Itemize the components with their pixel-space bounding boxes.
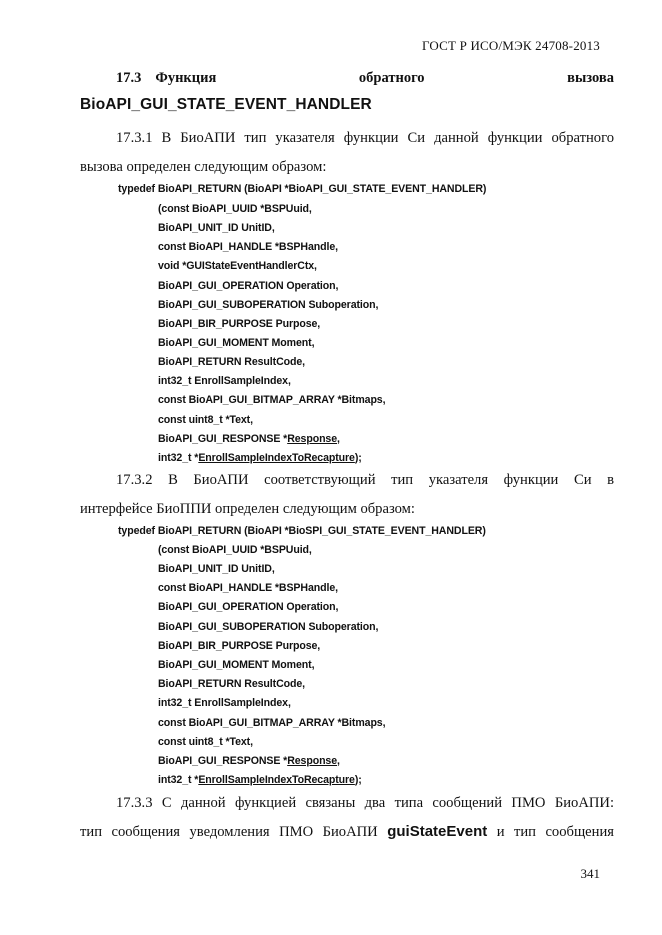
code2-recapture-suffix: ); [354,774,362,786]
paragraph-17-3-3-line-2 [80,817,614,847]
code1-recapture-prefix: int32_t * [158,452,199,464]
code1-param-line [158,433,340,445]
code1-param-line: BioAPI_GUI_SUBOPERATION Suboperation, [158,299,379,311]
code1-param-line: int32_t EnrollSampleIndex, [158,375,291,387]
section-title-word-1: Функция [155,70,217,86]
code2-typedef-line: typedef BioAPI_RETURN (BioAPI *BioSPI_GUI_STATE_EVENT_HANDLER) [118,525,486,537]
code2-param-line: int32_t EnrollSampleIndex, [158,697,291,709]
code2-param-line: (const BioAPI_UUID *BSPUuid, [158,544,312,556]
code2-param-line [158,774,362,786]
gui-state-event-term: guiStateEvent [387,823,488,840]
code2-param-line: BioAPI_BIR_PURPOSE Purpose, [158,640,321,652]
code2-param-line [158,755,340,767]
section-heading-left [116,70,216,87]
code1-param-line: const uint8_t *Text, [158,414,253,426]
code2-response-suffix: , [337,755,340,767]
code2-param-line: const uint8_t *Text, [158,736,253,748]
code2-param-line: BioAPI_GUI_OPERATION Operation, [158,601,339,613]
code1-recapture-suffix: ); [354,452,362,464]
document-standard-header: ГОСТ Р ИСО/МЭК 24708-2013 [421,38,600,53]
code1-param-line: BioAPI_BIR_PURPOSE Purpose, [158,318,321,330]
paragraph-17-3-3-text-before: тип сообщения уведомления ПМО БиоАПИ [80,824,378,840]
section-title-word-3: вызова [567,70,614,86]
page-number: 341 [580,866,600,881]
paragraph-17-3-3-line-1: 17.3.3 С данной функцией связаны два типа сообщений ПМО БиоАПИ: [116,795,614,811]
code2-param-line: BioAPI_UNIT_ID UnitID, [158,563,275,575]
code1-response-underlined: Response [287,433,338,445]
code1-param-line: void *GUIStateEventHandlerCtx, [158,260,317,272]
code2-param-line: const BioAPI_HANDLE *BSPHandle, [158,582,338,594]
code2-response-prefix: BioAPI_GUI_RESPONSE * [158,755,288,767]
code2-param-line: BioAPI_GUI_MOMENT Moment, [158,659,315,671]
paragraph-17-3-2-line-1: 17.3.2 В БиоАПИ соответствующий тип указателя функции Си в [116,472,614,488]
code1-response-prefix: BioAPI_GUI_RESPONSE * [158,433,288,445]
code1-param-line: BioAPI_RETURN ResultCode, [158,356,306,368]
paragraph-17-3-1-line-2: вызова определен следующим образом: [80,159,327,175]
code2-param-line: BioAPI_RETURN ResultCode, [158,678,306,690]
code2-recapture-underlined: EnrollSampleIndexToRecapture [198,774,355,786]
code1-param-line: (const BioAPI_UUID *BSPUuid, [158,203,312,215]
section-title-word-2: обратного [358,70,425,86]
code2-param-line: const BioAPI_GUI_BITMAP_ARRAY *Bitmaps, [158,717,386,729]
code1-param-line [158,452,362,464]
section-number: 17.3 [116,70,142,86]
paragraph-17-3-1-line-1: 17.3.1 В БиоАПИ тип указателя функции Си данной функции обратного [116,130,614,146]
code2-response-underlined: Response [287,755,338,767]
code1-param-line: BioAPI_UNIT_ID UnitID, [158,222,275,234]
code1-param-line: BioAPI_GUI_MOMENT Moment, [158,337,315,349]
code1-param-line: const BioAPI_HANDLE *BSPHandle, [158,241,338,253]
paragraph-17-3-3-text-after: и тип сообщения [496,824,614,840]
section-heading [116,70,614,87]
code1-param-line: BioAPI_GUI_OPERATION Operation, [158,280,339,292]
code2-param-line: BioAPI_GUI_SUBOPERATION Suboperation, [158,621,379,633]
section-function-name: BioAPI_GUI_STATE_EVENT_HANDLER [80,96,372,113]
code1-response-suffix: , [337,433,340,445]
code1-param-line: const BioAPI_GUI_BITMAP_ARRAY *Bitmaps, [158,394,386,406]
code2-recapture-prefix: int32_t * [158,774,199,786]
paragraph-17-3-2-line-2: интерфейсе БиоППИ определен следующим образом: [80,501,415,517]
code1-typedef-line: typedef BioAPI_RETURN (BioAPI *BioAPI_GUI_STATE_EVENT_HANDLER) [118,183,487,195]
code1-recapture-underlined: EnrollSampleIndexToRecapture [198,452,355,464]
